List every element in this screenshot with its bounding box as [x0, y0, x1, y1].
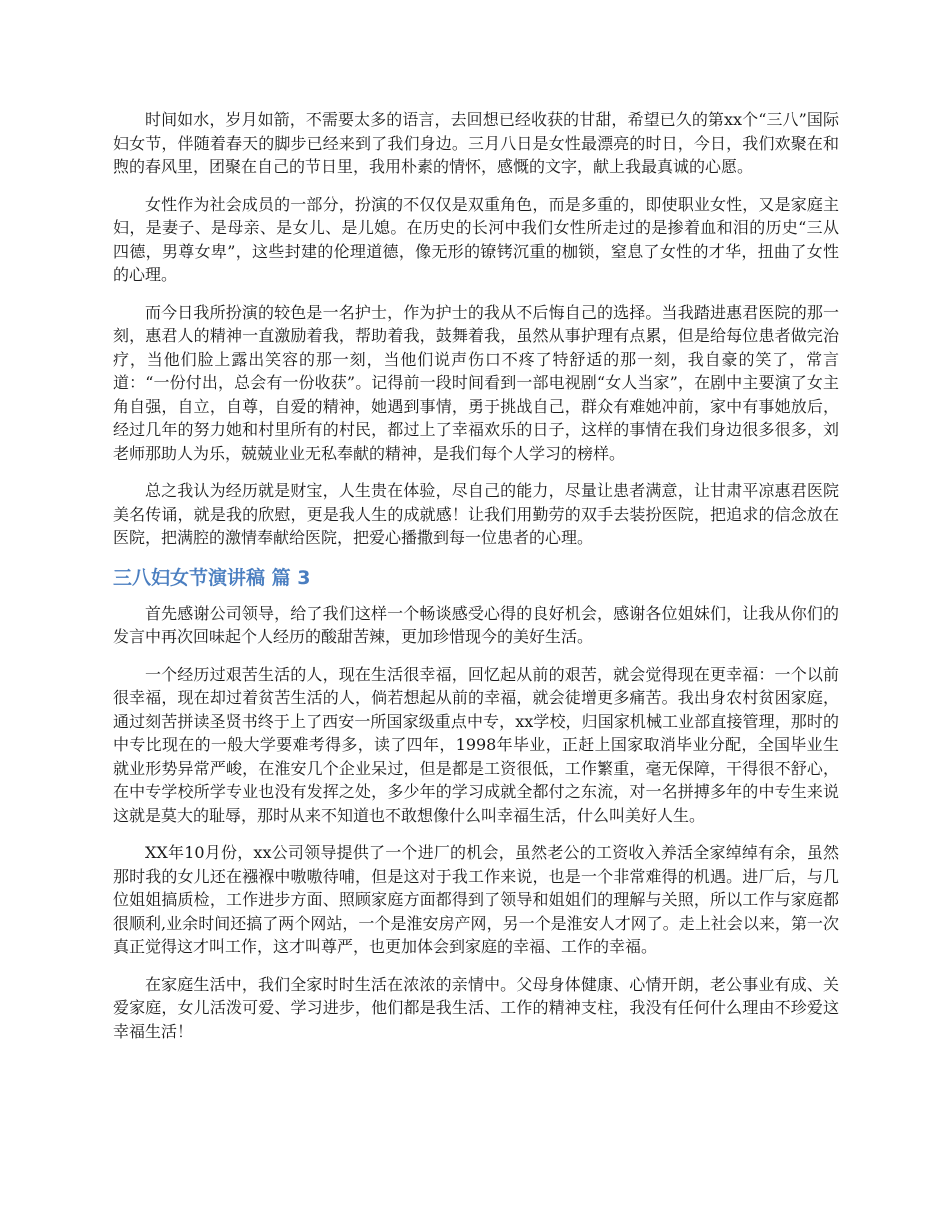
section-heading: 三八妇女节演讲稿 篇 3 — [113, 566, 311, 589]
paragraph: 首先感谢公司领导，给了我们这样一个畅谈感受心得的良好机会，感谢各位姐妹们，让我从你们的发言中再次回味起个人经历的酸甜苦辣，更加珍惜现今的美好生活。 — [113, 603, 839, 646]
paragraph: 而今日我所扮演的较色是一名护士，作为护士的我从不后悔自己的选择。当我踏进惠君医院的那一刻，惠君人的精神一直激励着我，帮助着我，鼓舞着我，虽然从事护理有点累，但是给每位患者做完治疗，当他们脸上露出笑容的那一刻，当他们说声伤口不疼了特舒适的那一刻，我自豪的笑了，常言道：“一份付出，总会有一份收获”。记得前一段时间看到一部电视剧“女人当家”，在剧中主要演了女主角自强，自立，自尊，自爱的精神，她遇到事情，勇于挑战自己，群众有难她冲前，家中有事她放后，经过几年的努力她和村里所有的村民，都过上了幸福欢乐的日子，这样的事情在我们身边很多很多，刘老师那助人为乐，兢兢业业无私奉献的精神，是我们每个人学习的榜样。 — [113, 302, 839, 463]
document-page — [113, 108, 839, 1057]
paragraph: 时间如水，岁月如箭，不需要太多的语言，去回想已经收获的甘甜，希望已久的第xx个“三八”国际妇女节，伴随着春天的脚步已经来到了我们身边。三月八日是女性最漂亮的时日，今日，我们欢聚在和煦的春风里，团聚在自己的节日里，我用朴素的情怀，感慨的文字，献上我最真诚的心愿。 — [113, 110, 839, 176]
paragraph: XX年10月份，xx公司领导提供了一个进厂的机会，虽然老公的工资收入养活全家绰绰有余，虽然那时我的女儿还在襁褓中嗷嗷待哺，但是这对于我工作来说，也是一个非常难得的机遇。进厂后，与几位姐姐搞质检，工作进步方面、照顾家庭方面都得到了领导和姐姐们的理解与关照，所以工作与家庭都很顺利,业余时间还搞了两个网站，一个是淮安房产网，另一个是淮安人才网了。走上社会以来，第一次真正觉得这才叫工作，这才叫尊严，也更加体会到家庭的幸福、工作的幸福。 — [113, 843, 839, 956]
paragraph: 总之我认为经历就是财宝，人生贵在体验，尽自己的能力，尽量让患者满意，让甘肃平凉惠君医院美名传诵，就是我的欣慰，更是我人生的成就感！让我们用勤劳的双手去装扮医院，把追求的信念放在医院，把满腔的激情奉献给医院，把爱心播撒到每一位患者的心理。 — [113, 481, 839, 547]
paragraph: 女性作为社会成员的一部分，扮演的不仅仅是双重角色，而是多重的，即使职业女性，又是家庭主妇，是妻子、是母亲、是女儿、是儿媳。在历史的长河中我们女性所走过的是掺着血和泪的历史“三从四德，男尊女卑”，这些封建的伦理道德，像无形的镣铐沉重的枷锁，窒息了女性的才华，扭曲了女性的心理。 — [113, 194, 839, 284]
paragraph: 一个经历过艰苦生活的人，现在生活很幸福，回忆起从前的艰苦，就会觉得现在更幸福：一个以前很幸福，现在却过着贫苦生活的人，倘若想起从前的幸福，就会徒增更多痛苦。我出身农村贫困家庭，通过刻苦拼读圣贤书终于上了西安一所国家级重点中专，xx学校，归国家机械工业部直接管理，那时的中专比现在的一般大学要难考得多，读了四年，1998年毕业，正赶上国家取消毕业分配，全国毕业生就业形势异常严峻，在淮安几个企业呆过，但是都是工资很低，工作繁重，毫无保障，干得很不舒心，在中专学校所学专业也没有发挥之处，多少年的学习成就全都付之东流，对一名拼搏多年的中专生来说这就是莫大的耻辱，那时从来不知道也不敢想像什么叫幸福生活，什么叫美好人生。 — [113, 664, 839, 825]
paragraph: 在家庭生活中，我们全家时时生活在浓浓的亲情中。父母身体健康、心情开朗，老公事业有成、关爱家庭，女儿活泼可爱、学习进步，他们都是我生活、工作的精神支柱，我没有任何什么理由不珍爱这幸福生活！ — [113, 974, 839, 1041]
